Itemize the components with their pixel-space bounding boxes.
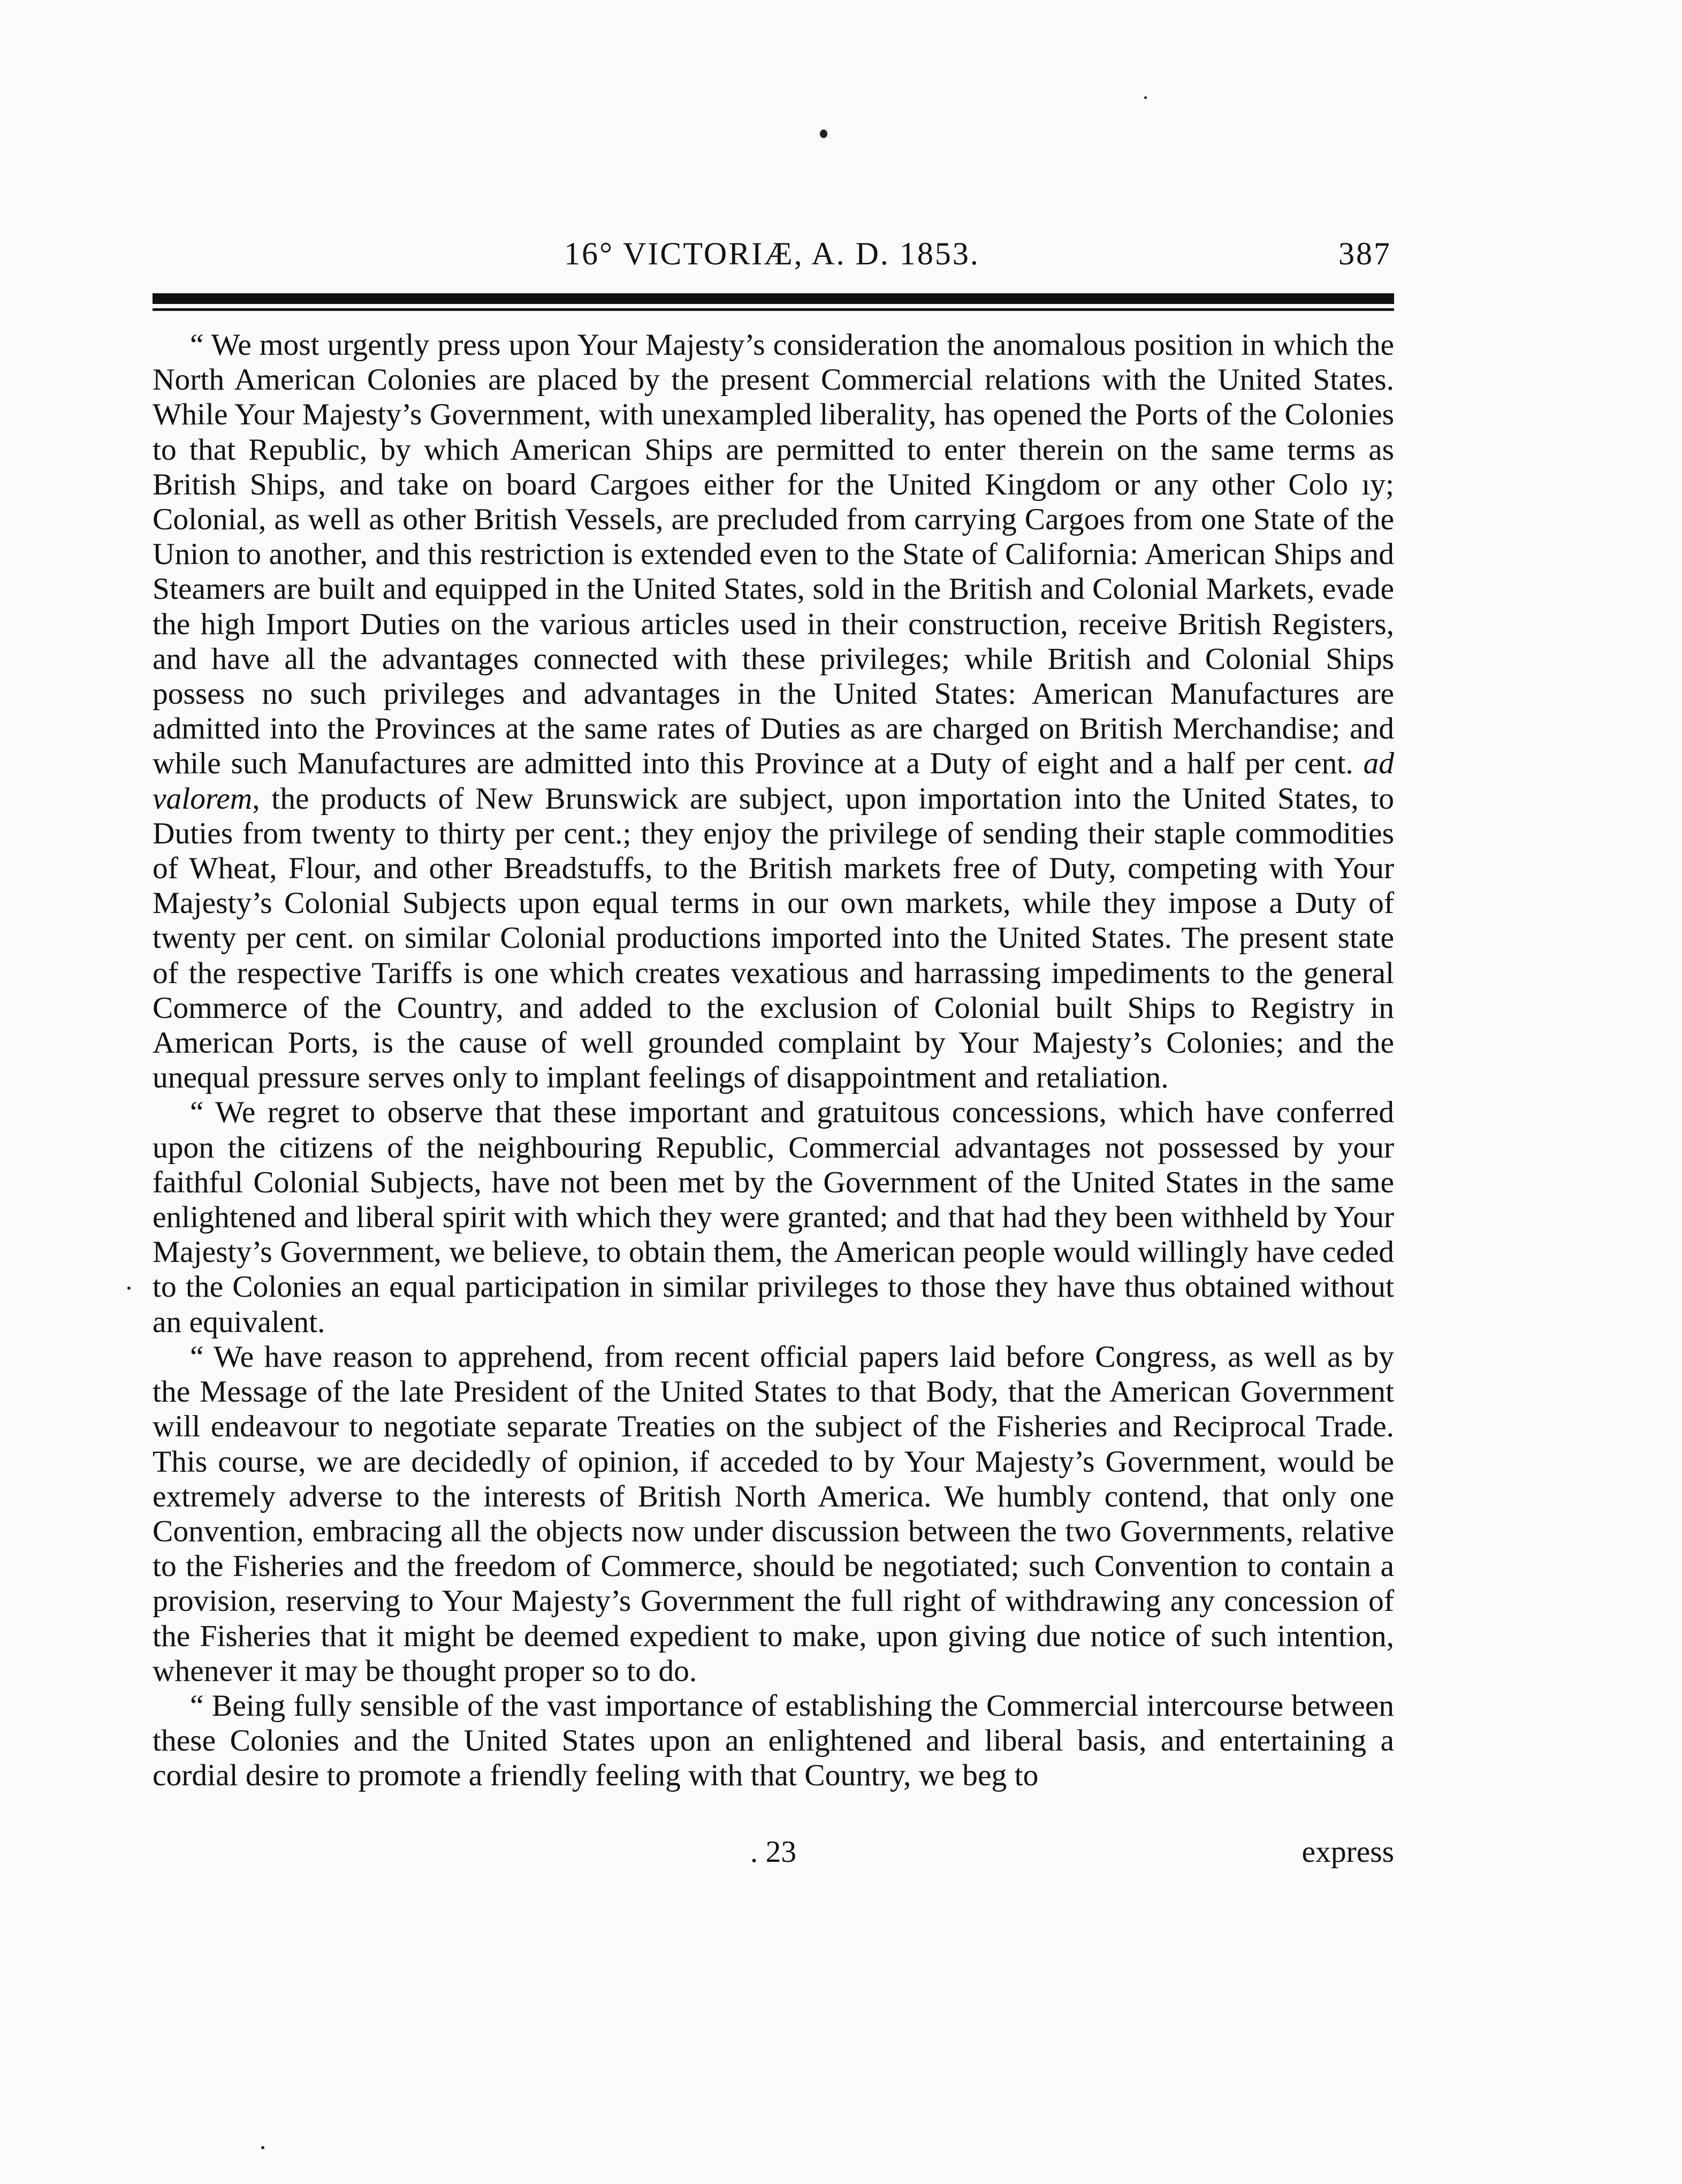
paragraph-tariff-relations: “ We most urgently press upon Your Majesty’s consideration the anomalous position in which the North American Colonies are placed by the present Commercial relations with the United States. While Your Majesty’s Government, with unexampled liberality, has opened the Ports of the Colonies to that Republic, by which American Ships are permitted to enter therein on the same terms as British Ships, and take on board Cargoes either for the United Kingdom or any other Colo ıy; Colonial, as well as other British Vessels, are precluded from carrying Cargoes from one State of the Union to another, and this restriction is extended even to the State of California: American Ships and Steamers are built and equipped in the United States, sold in the British and Colonial Markets, evade the high Import Duties on the various articles used in their construction, receive British Registers, and have all the advantages connected with these privileges; while British and Colonial Ships possess no such privileges and advantages in the United States: American Manufactures are admitted into the Provinces at the same rates of Duties as are charged on British Merchandise; and while such Manufactures are admitted into this Province at a Duty of eight and a half per cent. ad valorem, the products of New Brunswick are subject, upon importation into the United States, to Duties from twenty to thirty per cent.; they enjoy the privilege of sending their staple commodities of Wheat, Flour, and other Breadstuffs, to the British markets free of Duty, competing with Your Majesty’s Colonial Subjects upon equal terms in our own markets, while they impose a Duty of twenty per cent. on similar Colonial productions imported into the United States. The present state of the respective Tariffs is one which creates vexatious and harrassing impediments to the general Commerce of the Country, and added to the exclusion of Colonial built Ships to Registry in American Ports, is the cause of well grounded complaint by Your Majesty’s Colonies; and the unequal pressure serves only to implant feelings of disappointment and retaliation. <box>153 328 1394 1095</box>
running-title: 16° VICTORIÆ, A. D. 1853. <box>564 236 980 271</box>
print-speck <box>820 130 827 138</box>
italic-phrase: ad valorem <box>153 747 1394 816</box>
print-speck <box>1144 96 1147 99</box>
body-text <box>153 328 1394 1793</box>
header-rule-thin <box>153 308 1394 311</box>
paragraph-commercial-intercourse: “ Being fully sensible of the vast importance of establishing the Commercial intercourse between these Colonies and the United States upon an enlightened and liberal basis, and entertaining a cordial desire to promote a friendly feeling with that Country, we beg to <box>153 1688 1394 1793</box>
running-header <box>153 235 1391 284</box>
print-speck <box>127 1287 131 1290</box>
page-number: 387 <box>1338 236 1391 271</box>
paragraph-fisheries-treaties: “ We have reason to apprehend, from recent official papers laid before Congress, as well as by the Message of the late President of the United States to that Body, that the American Government will endeavour to negotiate separate Treaties on the subject of the Fisheries and Reciprocal Trade. This course, we are decidedly of opinion, if acceded to by Your Majesty’s Government, would be extremely adverse to the interests of British North America. We humbly contend, that only one Convention, embracing all the objects now under discussion between the two Governments, relative to the Fisheries and the freedom of Commerce, should be negotiated; such Convention to contain a provision, reserving to Your Majesty’s Government the full right of withdrawing any concession of the Fisheries that it might be deemed expedient to make, upon giving due notice of such intention, whenever it may be thought proper so to do. <box>153 1340 1394 1688</box>
header-rule-thick <box>153 293 1394 304</box>
print-speck <box>261 2146 264 2149</box>
paragraph-concessions: “ We regret to observe that these important and gratuitous concessions, which have conferred upon the citizens of the neighbouring Republic, Commercial advantages not possessed by your faithful Colonial Subjects, have not been met by the Government of the United States in the same enlightened and liberal spirit with which they were granted; and that had they been withheld by Your Majesty’s Government, we believe, to obtain them, the American people would willingly have ceded to the Colonies an equal participation in similar privileges to those they have thus obtained without an equivalent. <box>153 1095 1394 1339</box>
page-footer <box>153 1835 1394 1877</box>
catchword: express <box>1302 1835 1394 1869</box>
signature-mark: . 23 <box>750 1835 797 1869</box>
